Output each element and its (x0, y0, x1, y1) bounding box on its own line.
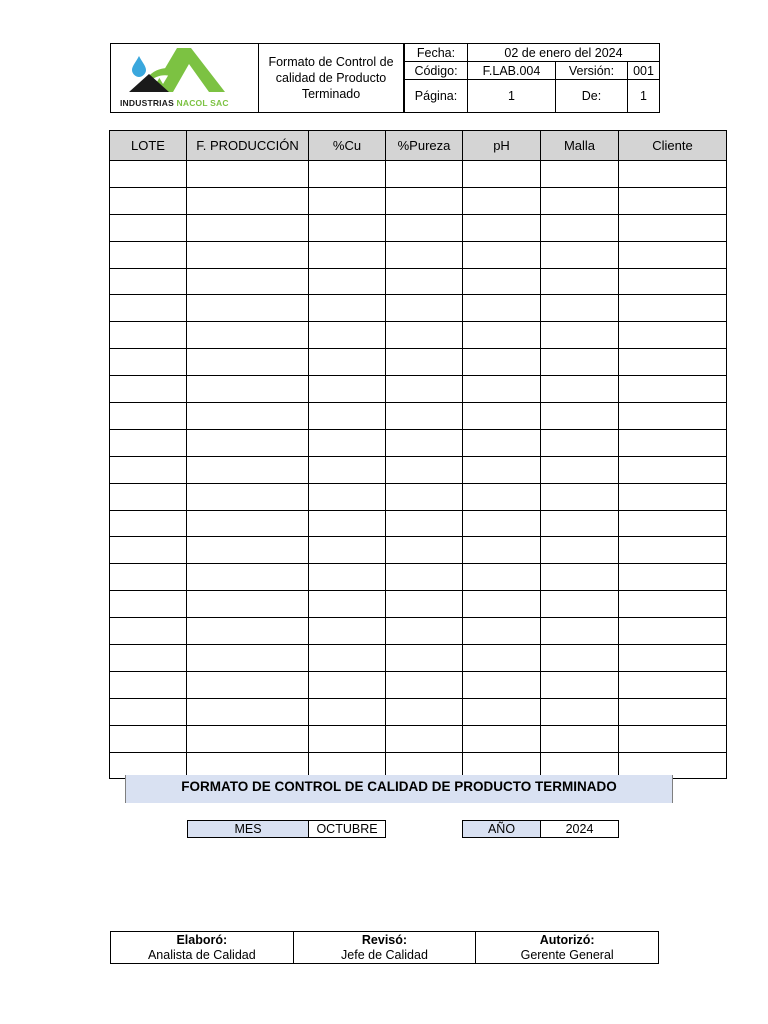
table-cell[interactable] (541, 564, 619, 591)
table-cell[interactable] (309, 214, 386, 241)
table-cell[interactable] (110, 322, 187, 349)
table-cell[interactable] (110, 537, 187, 564)
table-cell[interactable] (386, 349, 463, 376)
table-cell[interactable] (463, 376, 541, 403)
table-cell[interactable] (187, 537, 309, 564)
table-cell[interactable] (386, 537, 463, 564)
table-cell[interactable] (541, 645, 619, 672)
table-cell[interactable] (541, 214, 619, 241)
table-row (110, 187, 727, 214)
table-row (110, 564, 727, 591)
table-cell[interactable] (463, 698, 541, 725)
table-cell[interactable] (619, 214, 727, 241)
table-cell[interactable] (110, 241, 187, 268)
table-row (110, 403, 727, 430)
table-cell[interactable] (541, 295, 619, 322)
table-cell[interactable] (619, 268, 727, 295)
table-cell[interactable] (309, 483, 386, 510)
table-cell[interactable] (386, 161, 463, 188)
month-field (187, 820, 386, 838)
table-row (110, 161, 727, 188)
table-cell[interactable] (110, 671, 187, 698)
codigo-label: Código: (405, 62, 468, 80)
column-header-pureza: %Pureza (386, 131, 463, 161)
table-cell[interactable] (386, 725, 463, 752)
table-cell[interactable] (187, 456, 309, 483)
table-cell[interactable] (619, 403, 727, 430)
table-cell[interactable] (187, 671, 309, 698)
table-row (110, 537, 727, 564)
table-cell[interactable] (110, 161, 187, 188)
signature-role: Analista de Calidad (147, 948, 256, 962)
table-header-row (110, 131, 727, 161)
table-cell[interactable] (619, 187, 727, 214)
table-cell[interactable] (463, 537, 541, 564)
table-cell[interactable] (619, 698, 727, 725)
table-cell[interactable] (309, 322, 386, 349)
table-cell[interactable] (309, 349, 386, 376)
table-cell[interactable] (110, 725, 187, 752)
table-cell[interactable] (541, 698, 619, 725)
year-field (462, 820, 619, 838)
anio-value[interactable]: 2024 (541, 821, 619, 838)
table-cell[interactable] (463, 241, 541, 268)
table-cell[interactable] (541, 376, 619, 403)
table-cell[interactable] (541, 456, 619, 483)
signature-role: Gerente General (520, 948, 614, 962)
table-cell[interactable] (309, 645, 386, 672)
table-cell[interactable] (463, 483, 541, 510)
table-cell[interactable] (619, 161, 727, 188)
table-cell[interactable] (187, 187, 309, 214)
table-row (110, 349, 727, 376)
table-cell[interactable] (386, 645, 463, 672)
pagina-label: Página: (405, 80, 468, 113)
table-cell[interactable] (309, 268, 386, 295)
table-cell[interactable] (541, 161, 619, 188)
table-cell[interactable] (541, 241, 619, 268)
signature-title: Autorizó: (539, 933, 595, 947)
table-cell[interactable] (619, 483, 727, 510)
table-cell[interactable] (386, 241, 463, 268)
table-cell[interactable] (110, 564, 187, 591)
table-cell[interactable] (386, 214, 463, 241)
table-cell[interactable] (619, 456, 727, 483)
signature-autorizo (476, 932, 659, 964)
table-cell[interactable] (463, 349, 541, 376)
table-cell[interactable] (541, 187, 619, 214)
logo-text: INDUSTRIAS NACOL SAC (120, 98, 229, 108)
table-cell[interactable] (187, 725, 309, 752)
table-cell[interactable] (619, 564, 727, 591)
table-cell[interactable] (386, 483, 463, 510)
table-cell[interactable] (110, 349, 187, 376)
table-row (110, 322, 727, 349)
table-cell[interactable] (309, 187, 386, 214)
table-cell[interactable] (619, 295, 727, 322)
table-row (110, 483, 727, 510)
table-row (110, 456, 727, 483)
table-cell[interactable] (463, 671, 541, 698)
table-cell[interactable] (309, 403, 386, 430)
table-cell[interactable] (463, 268, 541, 295)
document-info-table (404, 43, 660, 113)
column-header-cliente: Cliente (619, 131, 727, 161)
table-cell[interactable] (463, 214, 541, 241)
table-cell[interactable] (187, 618, 309, 645)
table-cell[interactable] (463, 187, 541, 214)
signature-role: Jefe de Calidad (341, 948, 428, 962)
table-cell[interactable] (463, 725, 541, 752)
table-cell[interactable] (309, 537, 386, 564)
table-cell[interactable] (619, 322, 727, 349)
table-cell[interactable] (541, 403, 619, 430)
signature-title: Revisó: (361, 933, 408, 947)
table-cell[interactable] (463, 322, 541, 349)
quality-control-table (109, 130, 727, 779)
table-cell[interactable] (463, 403, 541, 430)
table-cell[interactable] (187, 591, 309, 618)
table-cell[interactable] (541, 322, 619, 349)
table-cell[interactable] (463, 510, 541, 537)
table-cell[interactable] (309, 295, 386, 322)
table-cell[interactable] (619, 510, 727, 537)
table-cell[interactable] (386, 698, 463, 725)
table-cell[interactable] (187, 483, 309, 510)
table-cell[interactable] (541, 671, 619, 698)
table-cell[interactable] (541, 429, 619, 456)
table-cell[interactable] (110, 698, 187, 725)
table-body (110, 161, 727, 779)
table-cell[interactable] (386, 591, 463, 618)
table-cell[interactable] (309, 241, 386, 268)
table-cell[interactable] (619, 349, 727, 376)
signature-table (110, 931, 659, 964)
table-cell[interactable] (386, 564, 463, 591)
table-cell[interactable] (619, 671, 727, 698)
table-cell[interactable] (386, 295, 463, 322)
table-cell[interactable] (309, 510, 386, 537)
de-value: 1 (628, 80, 660, 113)
table-cell[interactable] (187, 376, 309, 403)
table-cell[interactable] (386, 510, 463, 537)
table-cell[interactable] (187, 214, 309, 241)
table-cell[interactable] (463, 591, 541, 618)
table-cell[interactable] (309, 591, 386, 618)
codigo-value: F.LAB.004 (468, 62, 556, 80)
table-cell[interactable] (386, 376, 463, 403)
table-cell[interactable] (541, 268, 619, 295)
table-cell[interactable] (187, 403, 309, 430)
table-cell[interactable] (187, 322, 309, 349)
table-cell[interactable] (386, 187, 463, 214)
table-cell[interactable] (187, 295, 309, 322)
table-cell[interactable] (463, 645, 541, 672)
table-cell[interactable] (619, 591, 727, 618)
table-cell[interactable] (463, 295, 541, 322)
mes-value[interactable]: OCTUBRE (309, 821, 386, 838)
table-cell[interactable] (541, 725, 619, 752)
table-cell[interactable] (386, 456, 463, 483)
table-cell[interactable] (541, 591, 619, 618)
table-cell[interactable] (309, 618, 386, 645)
table-cell[interactable] (386, 671, 463, 698)
table-cell[interactable] (463, 161, 541, 188)
table-row (110, 725, 727, 752)
table-cell[interactable] (309, 376, 386, 403)
table-cell[interactable] (187, 564, 309, 591)
column-header-f-produccion: F. PRODUCCIÓN (187, 131, 309, 161)
table-cell[interactable] (309, 698, 386, 725)
table-cell[interactable] (309, 671, 386, 698)
table-cell[interactable] (110, 295, 187, 322)
de-label: De: (556, 80, 628, 113)
version-label: Versión: (556, 62, 628, 80)
table-cell[interactable] (187, 161, 309, 188)
table-cell[interactable] (110, 429, 187, 456)
table-cell[interactable] (110, 645, 187, 672)
table-cell[interactable] (187, 268, 309, 295)
table-cell[interactable] (110, 483, 187, 510)
signature-reviso (293, 932, 476, 964)
signature-title: Elaboró: (176, 933, 228, 947)
table-cell[interactable] (541, 537, 619, 564)
table-cell[interactable] (619, 645, 727, 672)
table-cell[interactable] (463, 429, 541, 456)
anio-label: AÑO (463, 821, 541, 838)
table-cell[interactable] (619, 429, 727, 456)
table-cell[interactable] (541, 618, 619, 645)
table-cell[interactable] (110, 187, 187, 214)
mes-label: MES (188, 821, 309, 838)
table-cell[interactable] (541, 349, 619, 376)
table-row (110, 268, 727, 295)
version-value: 001 (628, 62, 660, 80)
table-cell[interactable] (110, 376, 187, 403)
table-row (110, 645, 727, 672)
table-cell[interactable] (463, 564, 541, 591)
table-row (110, 671, 727, 698)
pagina-value: 1 (468, 80, 556, 113)
table-row (110, 376, 727, 403)
table-row (110, 510, 727, 537)
table-row (110, 214, 727, 241)
table-cell[interactable] (619, 618, 727, 645)
table-row (110, 295, 727, 322)
table-cell[interactable] (386, 429, 463, 456)
document-title: Formato de Control de calidad de Producto Terminado (258, 43, 404, 113)
table-row (110, 591, 727, 618)
table-cell[interactable] (110, 268, 187, 295)
table-cell[interactable] (386, 268, 463, 295)
table-cell[interactable] (187, 429, 309, 456)
table-cell[interactable] (110, 403, 187, 430)
table-cell[interactable] (619, 725, 727, 752)
table-cell[interactable] (386, 403, 463, 430)
table-cell[interactable] (541, 483, 619, 510)
table-cell[interactable] (110, 510, 187, 537)
table-cell[interactable] (309, 564, 386, 591)
table-row (110, 241, 727, 268)
table-cell[interactable] (187, 510, 309, 537)
table-cell[interactable] (187, 349, 309, 376)
column-header-ph: pH (463, 131, 541, 161)
table-cell[interactable] (187, 698, 309, 725)
table-cell[interactable] (309, 456, 386, 483)
table-cell[interactable] (187, 645, 309, 672)
table-cell[interactable] (309, 429, 386, 456)
table-cell[interactable] (110, 618, 187, 645)
table-cell[interactable] (541, 510, 619, 537)
table-cell[interactable] (110, 214, 187, 241)
fecha-value: 02 de enero del 2024 (468, 44, 660, 62)
column-header-malla: Malla (541, 131, 619, 161)
table-row (110, 429, 727, 456)
table-cell[interactable] (619, 376, 727, 403)
signature-elaboro (111, 932, 294, 964)
company-logo (110, 43, 258, 113)
table-cell[interactable] (187, 241, 309, 268)
table-cell[interactable] (309, 161, 386, 188)
column-header-cu: %Cu (309, 131, 386, 161)
table-cell[interactable] (619, 537, 727, 564)
table-cell[interactable] (309, 725, 386, 752)
fecha-label: Fecha: (405, 44, 468, 62)
table-cell[interactable] (463, 456, 541, 483)
table-cell[interactable] (463, 618, 541, 645)
form-banner-title: FORMATO DE CONTROL DE CALIDAD DE PRODUCTO TERMINADO (125, 775, 673, 803)
table-cell[interactable] (386, 322, 463, 349)
table-row (110, 698, 727, 725)
table-cell[interactable] (386, 618, 463, 645)
column-header-lote: LOTE (110, 131, 187, 161)
table-cell[interactable] (110, 456, 187, 483)
table-cell[interactable] (619, 241, 727, 268)
table-cell[interactable] (110, 591, 187, 618)
table-row (110, 618, 727, 645)
